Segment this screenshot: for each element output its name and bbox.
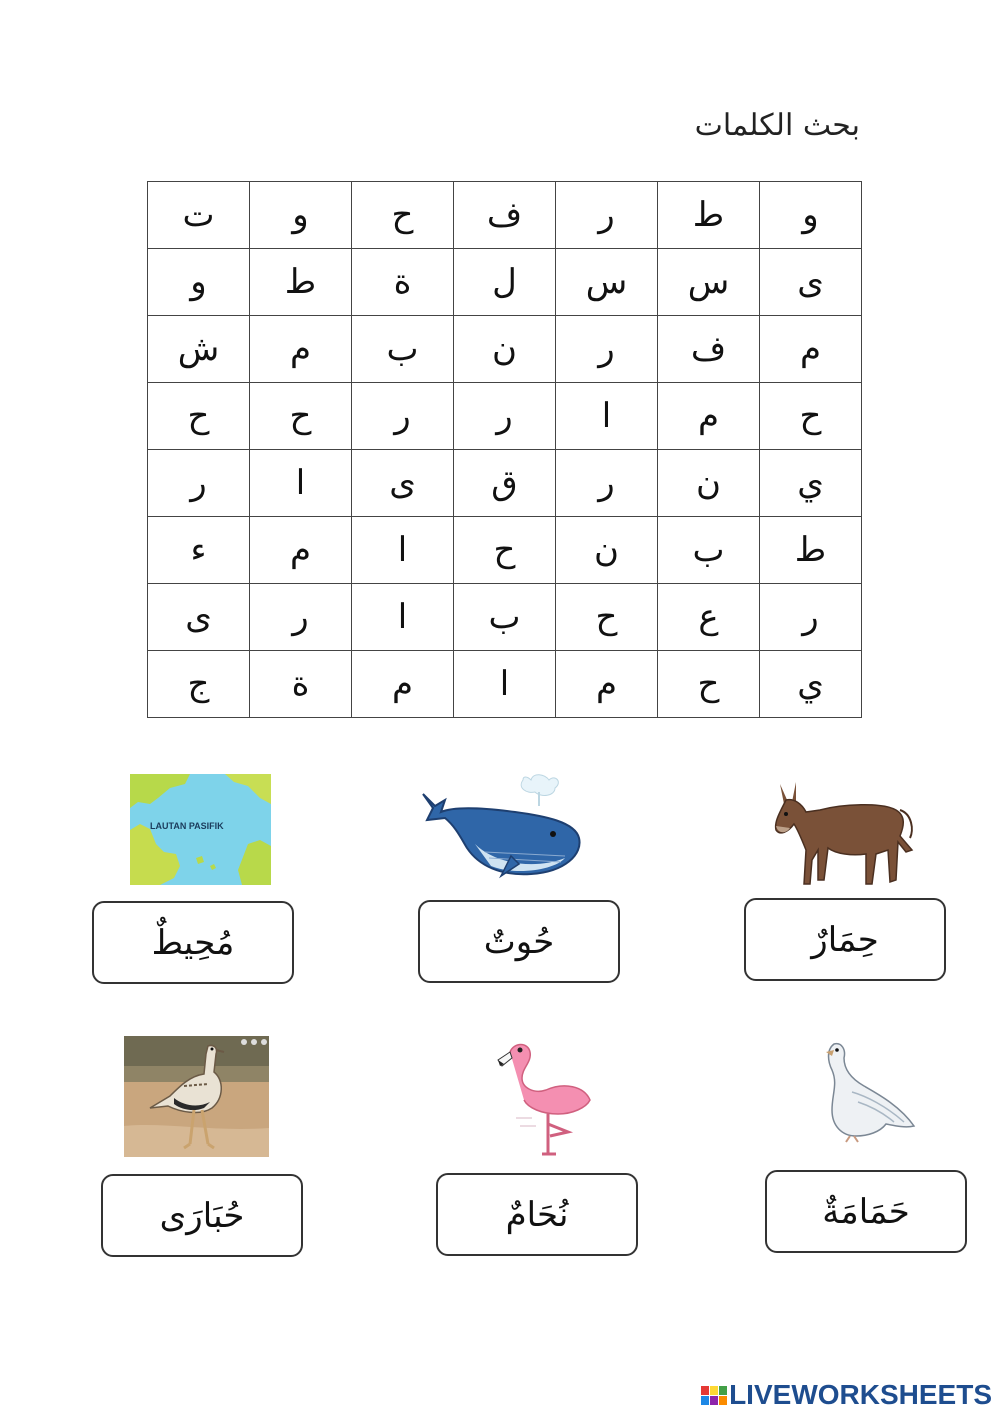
grid-cell[interactable]: ب [658, 517, 760, 584]
word-box-hut[interactable]: حُوتٌ [418, 900, 620, 983]
grid-cell[interactable]: ح [148, 383, 250, 450]
word-box-hubara[interactable]: حُبَارَى [101, 1174, 303, 1257]
grid-row [148, 383, 862, 450]
map-label: LAUTAN PASIFIK [150, 821, 224, 831]
grid-cell[interactable]: ر [760, 584, 862, 651]
grid-cell[interactable]: ش [148, 316, 250, 383]
grid-cell[interactable]: ا [556, 383, 658, 450]
grid-cell[interactable]: ن [658, 450, 760, 517]
grid-cell[interactable]: ط [658, 182, 760, 249]
grid-cell[interactable]: ر [454, 383, 556, 450]
grid-cell[interactable]: ة [352, 249, 454, 316]
grid-cell[interactable]: م [250, 316, 352, 383]
word-box-hamama[interactable]: حَمَامَةٌ [765, 1170, 967, 1253]
logo-square [710, 1386, 718, 1395]
grid-cell[interactable]: ر [148, 450, 250, 517]
word-box-muhit[interactable]: مُحِيطٌ [92, 901, 294, 984]
grid-row [148, 316, 862, 383]
logo-square [710, 1396, 718, 1405]
grid-cell[interactable]: ف [658, 316, 760, 383]
grid-cell[interactable]: و [760, 182, 862, 249]
word-box-nuham[interactable]: نُحَامٌ [436, 1173, 638, 1256]
grid-cell[interactable]: ر [250, 584, 352, 651]
grid-cell[interactable]: م [658, 383, 760, 450]
logo-square [701, 1386, 709, 1395]
grid-cell[interactable]: ى [352, 450, 454, 517]
grid-cell[interactable]: ح [760, 383, 862, 450]
grid-cell[interactable]: ب [352, 316, 454, 383]
grid-cell[interactable]: ر [556, 182, 658, 249]
grid-cell[interactable]: م [352, 651, 454, 718]
grid-cell[interactable]: ح [658, 651, 760, 718]
grid-cell[interactable]: و [148, 249, 250, 316]
grid-cell[interactable]: ي [760, 450, 862, 517]
grid-cell[interactable]: ل [454, 249, 556, 316]
grid-cell[interactable]: ا [250, 450, 352, 517]
grid-cell[interactable]: م [250, 517, 352, 584]
word-box-himar[interactable]: حِمَارٌ [744, 898, 946, 981]
logo-square [719, 1386, 727, 1395]
grid-row [148, 249, 862, 316]
grid-cell[interactable]: ن [556, 517, 658, 584]
grid-cell[interactable]: ب [454, 584, 556, 651]
grid-cell[interactable]: ت [148, 182, 250, 249]
grid-cell[interactable]: ط [250, 249, 352, 316]
donkey-image [772, 780, 917, 890]
grid-row [148, 517, 862, 584]
liveworksheets-logo-icon [701, 1386, 727, 1405]
grid-cell[interactable]: س [556, 249, 658, 316]
grid-row [148, 450, 862, 517]
grid-cell[interactable]: ح [250, 383, 352, 450]
grid-cell[interactable]: ر [352, 383, 454, 450]
grid-row [148, 651, 862, 718]
grid-cell[interactable]: ف [454, 182, 556, 249]
liveworksheets-logo-text: LIVEWORKSHEETS [729, 1379, 992, 1410]
flamingo-image [488, 1038, 598, 1160]
grid-cell[interactable]: ر [556, 316, 658, 383]
word-search-grid [147, 181, 862, 718]
grid-cell[interactable]: ن [454, 316, 556, 383]
logo-square [719, 1396, 727, 1405]
grid-cell[interactable]: ع [658, 584, 760, 651]
grid-cell[interactable]: ء [148, 517, 250, 584]
grid-cell[interactable]: ا [352, 584, 454, 651]
grid-cell[interactable]: س [658, 249, 760, 316]
whale-image [415, 772, 587, 880]
grid-cell[interactable]: م [760, 316, 862, 383]
dove-image [812, 1040, 916, 1144]
grid-row [148, 182, 862, 249]
grid-cell[interactable]: و [250, 182, 352, 249]
grid-cell[interactable]: ر [556, 450, 658, 517]
grid-cell[interactable]: ى [148, 584, 250, 651]
grid-cell[interactable]: ج [148, 651, 250, 718]
grid-cell[interactable]: ة [250, 651, 352, 718]
grid-cell[interactable]: ق [454, 450, 556, 517]
grid-cell[interactable]: ح [556, 584, 658, 651]
grid-cell[interactable]: ا [454, 651, 556, 718]
grid-cell[interactable]: ا [352, 517, 454, 584]
grid-cell[interactable]: ح [454, 517, 556, 584]
grid-cell[interactable]: ي [760, 651, 862, 718]
grid-row [148, 584, 862, 651]
grid-cell[interactable]: ط [760, 517, 862, 584]
grid-cell[interactable]: م [556, 651, 658, 718]
ocean-map-image [130, 774, 271, 885]
grid-cell[interactable]: ى [760, 249, 862, 316]
liveworksheets-logo [701, 1380, 992, 1410]
bustard-image [124, 1036, 269, 1157]
logo-square [701, 1396, 709, 1405]
grid-cell[interactable]: ح [352, 182, 454, 249]
worksheet-title: بحث الكلمات [694, 108, 860, 143]
